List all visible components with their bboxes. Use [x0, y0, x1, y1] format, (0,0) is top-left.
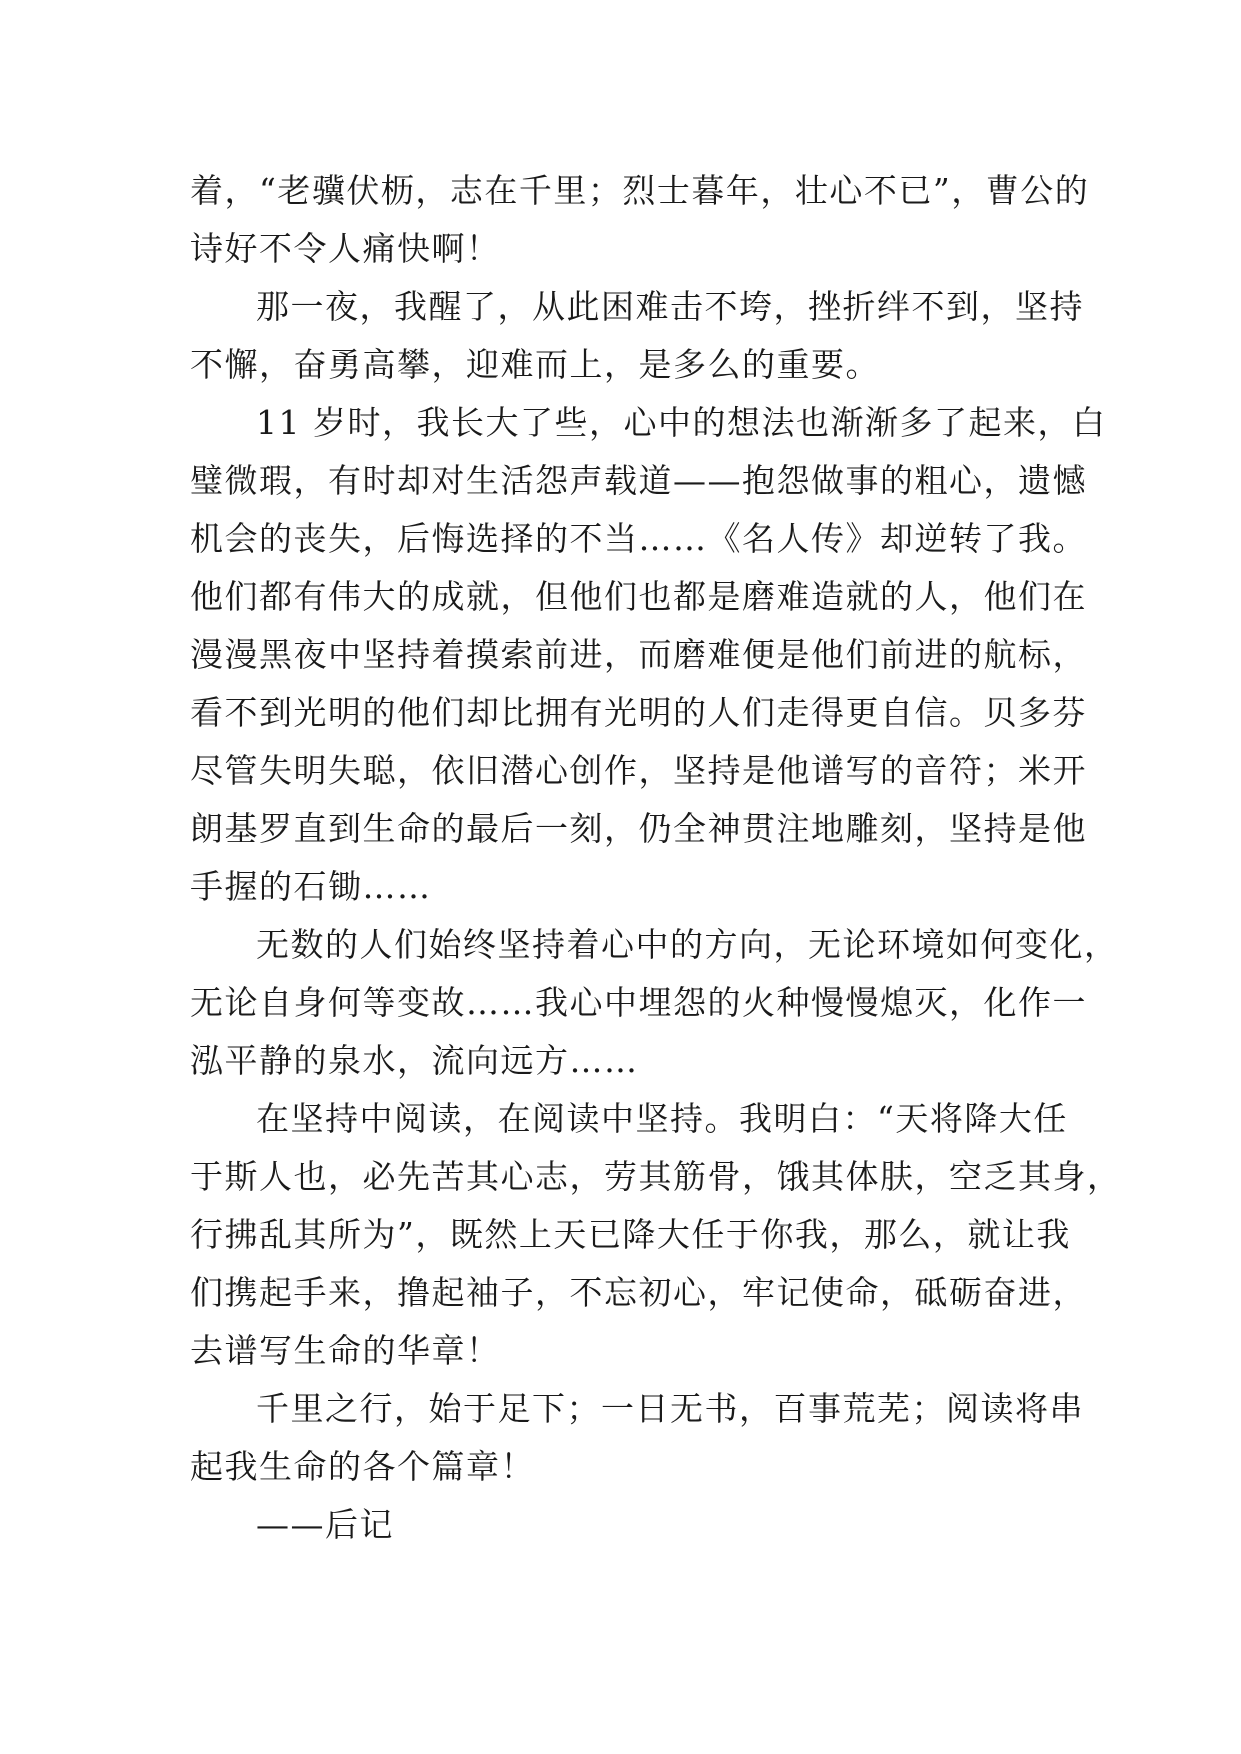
- text-line: 无论自身何等变故……我心中埋怨的火种慢慢熄灭，化作一: [190, 983, 1087, 1022]
- paragraph-start-line: 11 岁时，我长大了些，心中的想法也渐渐多了起来，白: [256, 403, 1107, 442]
- text-line: 机会的丧失，后悔选择的不当……《名人传》却逆转了我。: [190, 519, 1087, 558]
- text-line: 着，“老骥伏枥，志在千里；烈士暮年，壮心不已”，曹公的: [190, 171, 1090, 210]
- paragraph-start-line: 那一夜，我醒了，从此困难击不垮，挫折绊不到，坚持: [256, 287, 1084, 326]
- text-line: 行拂乱其所为”，既然上天已降大任于你我，那么，就让我: [190, 1215, 1071, 1254]
- paragraph-start-line: 无数的人们始终坚持着心中的方向，无论环境如何变化，: [256, 925, 1119, 964]
- text-line: 手握的石锄……: [190, 867, 432, 906]
- text-line: 他们都有伟大的成就，但他们也都是磨难造就的人，他们在: [190, 577, 1087, 616]
- text-line: 尽管失明失聪，依旧潜心创作，坚持是他谱写的音符；米开: [190, 751, 1087, 790]
- text-line: 看不到光明的他们却比拥有光明的人们走得更自信。贝多芬: [190, 693, 1087, 732]
- text-line: 于斯人也，必先苦其心志，劳其筋骨，饿其体肤，空乏其身，: [190, 1157, 1122, 1196]
- text-line: 起我生命的各个篇章！: [190, 1447, 535, 1486]
- afterword-label: ——后记: [256, 1505, 394, 1544]
- text-line: 不懈，奋勇高攀，迎难而上，是多么的重要。: [190, 345, 880, 384]
- paragraph-start-line: 在坚持中阅读，在阅读中坚持。我明白：“天将降大任: [256, 1099, 1068, 1138]
- text-line: 泓平静的泉水，流向远方……: [190, 1041, 639, 1080]
- text-line: 漫漫黑夜中坚持着摸索前进，而磨难便是他们前进的航标，: [190, 635, 1087, 674]
- essay-body: [190, 162, 1122, 1554]
- text-line: 诗好不令人痛快啊！: [190, 229, 501, 268]
- text-line: 去谱写生命的华章！: [190, 1331, 501, 1370]
- text-line: 璧微瑕，有时却对生活怨声载道——抱怨做事的粗心，遗憾: [190, 461, 1087, 500]
- text-line: 们携起手来，撸起袖子，不忘初心，牢记使命，砥砺奋进，: [190, 1273, 1087, 1312]
- paragraph-start-line: 千里之行，始于足下；一日无书，百事荒芜；阅读将串: [256, 1389, 1084, 1428]
- text-line: 朗基罗直到生命的最后一刻，仍全神贯注地雕刻，坚持是他: [190, 809, 1087, 848]
